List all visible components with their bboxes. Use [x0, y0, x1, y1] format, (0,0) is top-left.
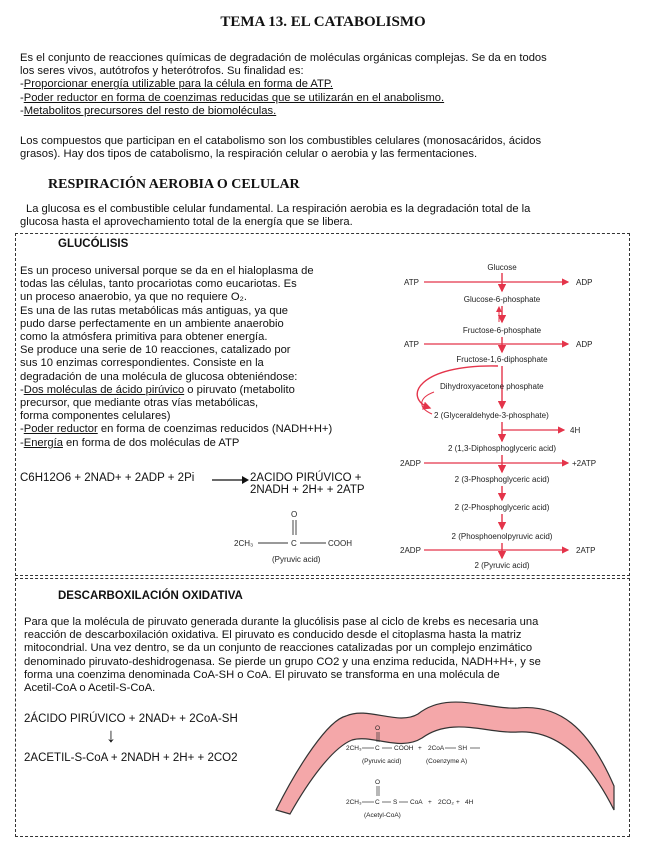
diagram-oxygen: O [375, 725, 381, 732]
intro-item: -Poder reductor en forma de coenzimas reducidas que se utilizarán en el anabolismo. [20, 91, 445, 104]
respiration-line: La glucosa es el combustible celular fundamental. La respiración aerobia es la degradación total de la [26, 203, 531, 215]
pathway-atp2: ATP [404, 340, 419, 349]
equation-arrow-icon [210, 474, 250, 486]
down-arrow-icon: ↓ [106, 725, 116, 747]
glycolysis-line: pudo darse perfectamente en un ambiente anaerobio [20, 317, 284, 330]
oxygen-atom: O [291, 510, 298, 519]
carbon-atom: C [291, 539, 297, 548]
compounds-line: Los compuestos que participan en el catabolismo son los combustibles celulares (monosacáridos, ácidos [20, 135, 542, 147]
pyruvate-structure [232, 508, 372, 570]
methyl-group: 2CH₃ [234, 539, 254, 548]
diagram-coa: 2CoA [428, 745, 445, 752]
respiration-paragraph [20, 203, 635, 229]
decarb-line: Acetil-CoA o Acetil-S-CoA. [24, 682, 156, 695]
decarb-line: denominado piruvato-deshidrogenasa. Se pierde un grupo CO2 y una enzima reducida, NADH+H+, y se [24, 655, 541, 668]
pathway-dhap: Dihydroxyacetone phosphate [440, 382, 544, 391]
glycolysis-equation-left: C6H12O6 + 2NAD+ + 2ADP + 2Pi [20, 472, 195, 484]
glycolysis-text [20, 265, 380, 450]
carboxyl-group: COOH [328, 539, 352, 548]
pathway-f6p: Fructose-6-phosphate [462, 326, 542, 335]
glycolysis-line: como la atmósfera primitiva para obtener energía. [20, 331, 268, 344]
decarb-line: forma una coenzima denominada CoA-SH o CoA. El piruvato se transforma en una molécula de [24, 668, 500, 681]
intro-line: Es el conjunto de reacciones químicas de degradación de moléculas orgánicas complejas. Se da en todos [20, 52, 547, 64]
diagram-acetyl-label: (Acetyl-CoA) [364, 812, 401, 819]
diagram-methyl-2: 2CH₃ [346, 799, 362, 806]
pathway-atp1: ATP [404, 278, 419, 287]
pathway-pyruvate: 2 (Pyruvic acid) [474, 561, 530, 570]
decarb-line: mitocondrial. Una vez dentro, se da un conjunto de reacciones catalizadas por un complejo enzimático [24, 642, 533, 655]
diagram-plus-3: + [456, 799, 460, 806]
diagram-coenzyme-label: (Coenzyme A) [426, 758, 468, 765]
glycolysis-item: -Energía en forma de dos moléculas de ATP [20, 436, 240, 449]
diagram-carbon-2: C [375, 799, 380, 806]
decarb-equation-top: 2ÁCIDO PIRÚVICO + 2NAD+ + 2CoA-SH [24, 713, 238, 725]
compounds-line: grasos). Hay dos tipos de catabolismo, la respiración celular o aerobia y las fermentaciones. [20, 148, 478, 161]
pyruvate-label: (Pyruvic acid) [272, 555, 321, 564]
glycolysis-line: Se produce una serie de 10 reacciones, catalizado por [20, 344, 291, 357]
glycolysis-pathway-diagram [398, 258, 624, 570]
intro-paragraph [20, 52, 630, 118]
glycolysis-item-line: precursor, que mediante otras vías metabólicas, [20, 397, 259, 410]
decarb-line: Para que la molécula de piruvato generada durante la glucólisis pase al ciclo de krebs es necesaria una [24, 616, 539, 628]
pathway-f16: Fructose-1,6-diphosphate [456, 355, 548, 364]
diagram-4h: 4H [465, 799, 474, 806]
intro-item: -Metabolitos precursores del resto de biomoléculas. [20, 104, 277, 117]
glycolysis-line: todas las células, tanto procariotas como eucariotas. Es [20, 278, 297, 291]
pathway-adp4: 2ADP [400, 546, 421, 555]
intro-line: los seres vivos, autótrofos y heterótrofos. Su finalidad es: [20, 65, 304, 78]
decarboxylation-heading: DESCARBOXILACIÓN OXIDATIVA [58, 590, 243, 602]
pathway-2pg: 2 (2-Phosphoglyceric acid) [454, 503, 550, 512]
compounds-paragraph [20, 135, 635, 161]
glycolysis-line: Es una de las rutas metabólicas más antiguas, ya que [20, 304, 289, 317]
pathway-pep: 2 (Phosphoenolpyruvic acid) [451, 532, 553, 541]
pathway-adp2: ADP [576, 340, 593, 349]
glycolysis-line: Es un proceso universal porque se da en el hialoplasma de [20, 265, 314, 277]
diagram-pyruvate-label: (Pyruvic acid) [362, 758, 402, 765]
glycolysis-heading: GLUCÓLISIS [58, 238, 129, 250]
decarb-line: reacción de descarboxilación oxidativa. El piruvato es conducido desde el citoplasma hasta la matriz [24, 629, 522, 642]
diagram-plus-2: + [428, 799, 432, 806]
pathway-g6p: Glucose-6-phosphate [463, 295, 541, 304]
glycolysis-item: -Dos moléculas de ácido pirúvico o piruvato (metabolito [20, 383, 295, 396]
respiration-line: glucosa hasta el aprovechamiento total de la energía que se libera. [20, 216, 353, 229]
pathway-g3p: 2 (Glyceraldehyde-3-phosphate) [434, 411, 549, 420]
diagram-oxygen-2: O [375, 779, 381, 786]
diagram-methyl: 2CH₃ [346, 745, 362, 752]
pathway-adp1: ADP [576, 278, 593, 287]
pathway-glucose: Glucose [487, 263, 517, 272]
glycolysis-equation-right: 2ACIDO PIRÚVICO + 2NADH + 2H+ + 2ATP [250, 472, 365, 496]
pathway-3pg: 2 (3-Phosphoglyceric acid) [454, 475, 550, 484]
glycolysis-item-line: forma componentes celulares) [20, 410, 171, 423]
decarb-equation-bottom: 2ACETIL-S-CoA + 2NADH + 2H+ + 2CO2 [24, 752, 238, 764]
diagram-sh: SH [458, 745, 468, 752]
diagram-carboxyl: COOH [394, 745, 414, 752]
pathway-atp3: +2ATP [572, 459, 597, 468]
pathway-atp4: 2ATP [576, 546, 596, 555]
diagram-coa-2: CoA [410, 799, 423, 806]
intro-item: -Proporcionar energía utilizable para la célula en forma de ATP. [20, 78, 334, 91]
respiration-heading: RESPIRACIÓN AEROBIA O CELULAR [48, 177, 300, 192]
mitochondria-diagram [268, 686, 622, 832]
pathway-curve-arrow [422, 392, 434, 414]
decarboxylation-text [24, 616, 624, 695]
diagram-plus: + [418, 745, 422, 752]
diagram-co2: 2CO₂ [438, 799, 454, 806]
glycolysis-line: degradación de una molécula de glucosa obteniéndose: [20, 370, 298, 383]
pathway-bpg: 2 (1,3-Diphosphoglyceric acid) [447, 444, 557, 453]
glycolysis-line: sus 10 enzimas correspondientes. Consiste en la [20, 357, 264, 370]
diagram-carbon: C [375, 745, 380, 752]
pathway-adp3: 2ADP [400, 459, 421, 468]
glycolysis-line: un proceso anaerobio, ya que no requiere O₂. [20, 291, 248, 304]
page-title: TEMA 13. EL CATABOLISMO [220, 14, 426, 30]
diagram-sulfur: S [393, 799, 398, 806]
glycolysis-item: -Poder reductor en forma de coenzimas reducidos (NADH+H+) [20, 423, 333, 436]
pathway-4h: 4H [570, 426, 581, 435]
